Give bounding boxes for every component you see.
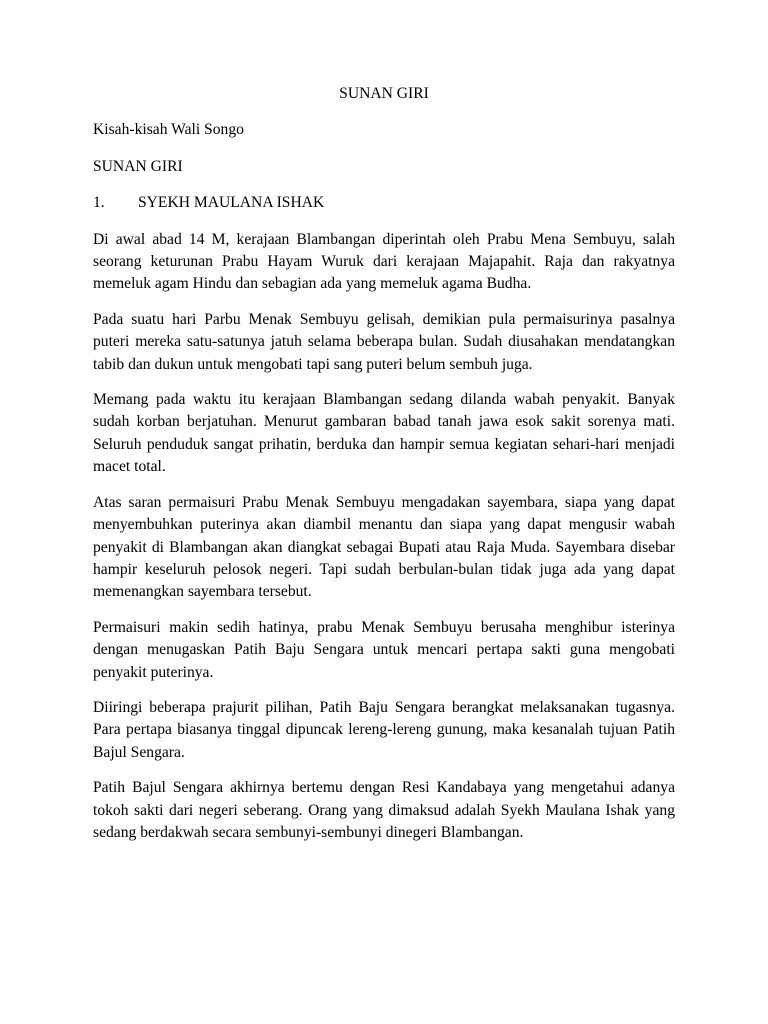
numbered-heading bbox=[93, 192, 675, 214]
paragraph-6: Diiringi beberapa prajurit pilihan, Patih Baju Sengara berangkat melaksanakan tugasnya. Para pertapa biasanya tinggal dipuncak lereng-lereng gunung, maka kesanalah tujuan Patih Bajul Sengara. bbox=[93, 698, 675, 761]
section-title: SUNAN GIRI bbox=[93, 157, 183, 175]
paragraph-7: Patih Bajul Sengara akhirnya bertemu dengan Resi Kandabaya yang mengetahui adanya tokoh sakti dari negeri seberang. Orang yang dimaksud adalah Syekh Maulana Ishak yang sedang berdakwah secara sembunyi-sembunyi dinegeri Blambangan. bbox=[93, 779, 675, 841]
document-subtitle: Kisah-kisah Wali Songo bbox=[93, 121, 244, 139]
paragraph-1: Di awal abad 14 M, kerajaan Blambangan diperintah oleh Prabu Mena Sembuyu, salah seorang keturunan Prabu Hayam Wuruk dari kerajaan Majapahit. Raja dan rakyatnya memeluk agam Hindu dan sebagian ada yang memeluk agama Budha. bbox=[93, 230, 675, 293]
paragraph-4: Atas saran permaisuri Prabu Menak Sembuyu mengadakan sayembara, siapa yang dapat menyembuhkan puterinya akan diambil menantu dan siapa yang dapat mengusir wabah penyakit di Blambangan akan diangkat sebagai Bupati atau Raja Muda. Sayembara disebar hampir keseluruh pelosok negeri. Tapi sudah berbulan-bulan tidak juga ada yang dapat memenangkan sayembara tersebut. bbox=[93, 493, 675, 601]
paragraph-3: Memang pada waktu itu kerajaan Blambangan sedang dilanda wabah penyakit. Banyak sudah korban berjatuhan. Menurut gambaran babad tanah jawa esok sakit sorenya mati. Seluruh penduduk sangat prihatin, berduka dan hampir semua kegiatan sehari-hari menjadi macet total. bbox=[93, 391, 675, 476]
document-title: SUNAN GIRI bbox=[339, 85, 429, 102]
heading-number: 1. bbox=[93, 194, 105, 212]
paragraph-5: Permaisuri makin sedih hatinya, prabu Menak Sembuyu berusaha menghibur isterinya dengan menugaskan Patih Baju Sengara untuk mencari pertapa sakti guna mengobati penyakit puterinya. bbox=[93, 618, 675, 681]
document-page bbox=[93, 83, 675, 857]
paragraph-2: Pada suatu hari Parbu Menak Sembuyu gelisah, demikian pula permaisurinya pasalnya puteri mereka satu-satunya jatuh selama beberapa bulan. Sudah diusahakan mendatangkan tabib dan dukun untuk mengobati tapi sang puteri belum sembuh juga. bbox=[93, 310, 675, 373]
heading-text: SYEKH MAULANA ISHAK bbox=[138, 194, 325, 212]
